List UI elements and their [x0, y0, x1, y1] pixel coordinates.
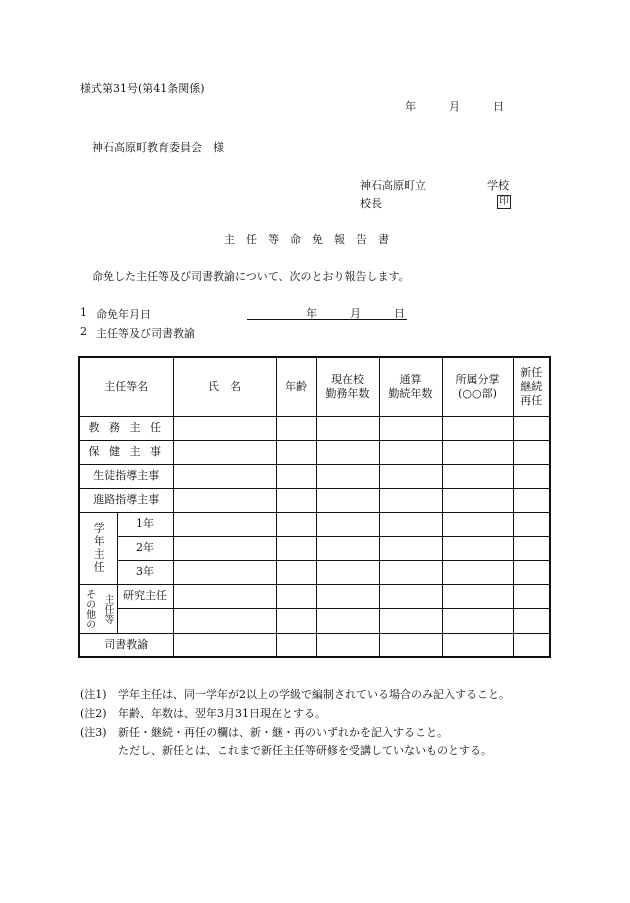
addressee: 神石高原町教育委員会 様 — [92, 141, 224, 154]
table-row — [79, 560, 550, 584]
cell-name[interactable] — [173, 488, 276, 512]
note-3-continued: ただし、新任とは、これまで新任主任等研修を受講していないものとする。 — [118, 744, 492, 757]
note-3: (注3) 新任・継続・再任の欄は、新・継・再のいずれかを記入すること。 — [80, 726, 448, 739]
cell-years-current[interactable] — [316, 609, 379, 634]
header-row — [79, 357, 550, 416]
cell-name[interactable] — [173, 440, 276, 464]
row-label-grade3: 3年 — [117, 560, 173, 584]
row-group-gakunen: 学年主任 — [79, 512, 117, 584]
table-row — [79, 633, 550, 657]
cell-division[interactable] — [442, 464, 513, 488]
cell-division[interactable] — [442, 440, 513, 464]
seal-mark: 印 — [499, 196, 509, 207]
table-row — [79, 440, 550, 464]
document-title: 主 任 等 命 免 報 告 書 — [224, 233, 389, 246]
cell-years-current[interactable] — [316, 512, 379, 536]
table-row — [79, 536, 550, 560]
table-row — [79, 609, 550, 634]
cell-name[interactable] — [173, 464, 276, 488]
school-label: 神石高原町立 — [360, 179, 426, 192]
cell-age[interactable] — [276, 560, 316, 584]
item2-number: 2 — [80, 325, 87, 338]
row-label-grade2: 2年 — [117, 536, 173, 560]
table-row — [79, 464, 550, 488]
intro-text: 命免した主任等及び司書教諭について、次のとおり報告します。 — [92, 270, 410, 283]
cell-years-total[interactable] — [379, 440, 442, 464]
cell-years-total[interactable] — [379, 464, 442, 488]
cell-other-position[interactable] — [117, 609, 173, 634]
cell-status[interactable] — [513, 609, 550, 634]
cell-age[interactable] — [276, 464, 316, 488]
cell-division[interactable] — [442, 609, 513, 634]
cell-years-current[interactable] — [316, 633, 379, 657]
cell-years-current[interactable] — [316, 464, 379, 488]
cell-years-total[interactable] — [379, 512, 442, 536]
cell-age[interactable] — [276, 416, 316, 440]
cell-name[interactable] — [173, 584, 276, 609]
row-label-grade1: 1年 — [117, 512, 173, 536]
cell-years-total[interactable] — [379, 536, 442, 560]
cell-years-current[interactable] — [316, 536, 379, 560]
cell-name[interactable] — [173, 416, 276, 440]
cell-years-total[interactable] — [379, 633, 442, 657]
cell-status[interactable] — [513, 488, 550, 512]
cell-name[interactable] — [173, 512, 276, 536]
cell-age[interactable] — [276, 584, 316, 609]
cell-division[interactable] — [442, 512, 513, 536]
item2-label: 主任等及び司書教諭 — [96, 327, 195, 340]
item1-label: 命免年月日 — [96, 308, 151, 321]
report-table — [78, 356, 551, 658]
cell-status[interactable] — [513, 440, 550, 464]
row-group-other: その他の 主任等 — [79, 584, 117, 633]
cell-division[interactable] — [442, 488, 513, 512]
cell-age[interactable] — [276, 609, 316, 634]
row-label-shinro: 進路指導主事 — [79, 488, 173, 512]
cell-division[interactable] — [442, 536, 513, 560]
principal-label: 校長 — [360, 197, 382, 210]
cell-years-total[interactable] — [379, 416, 442, 440]
header-position: 主任等名 — [79, 357, 173, 416]
header-status: 新任 継続 再任 — [513, 357, 550, 416]
row-label-seito: 生徒指導主事 — [79, 464, 173, 488]
cell-age[interactable] — [276, 536, 316, 560]
table-row — [79, 584, 550, 609]
cell-status[interactable] — [513, 464, 550, 488]
note-2: (注2) 年齢、年数は、翌年3月31日現在とする。 — [80, 707, 326, 720]
cell-status[interactable] — [513, 536, 550, 560]
cell-years-current[interactable] — [316, 488, 379, 512]
cell-years-total[interactable] — [379, 488, 442, 512]
cell-years-total[interactable] — [379, 584, 442, 609]
form-number: 様式第31号(第41条関係) — [80, 82, 205, 95]
header-division: 所属分掌 (○○部) — [442, 357, 513, 416]
table-row — [79, 488, 550, 512]
cell-division[interactable] — [442, 560, 513, 584]
cell-years-current[interactable] — [316, 584, 379, 609]
school-suffix: 学校 — [487, 179, 509, 192]
cell-name[interactable] — [173, 633, 276, 657]
row-label-hoken: 保 健 主 事 — [79, 440, 173, 464]
header-years-total: 通算 勤続年数 — [379, 357, 442, 416]
cell-status[interactable] — [513, 633, 550, 657]
item1-number: 1 — [80, 306, 87, 319]
cell-status[interactable] — [513, 584, 550, 609]
cell-years-total[interactable] — [379, 560, 442, 584]
row-label-kyomu: 教 務 主 任 — [79, 416, 173, 440]
item1-date: 年 月 日 — [306, 307, 405, 320]
cell-years-total[interactable] — [379, 609, 442, 634]
cell-age[interactable] — [276, 512, 316, 536]
cell-division[interactable] — [442, 633, 513, 657]
cell-status[interactable] — [513, 512, 550, 536]
cell-name[interactable] — [173, 560, 276, 584]
header-years-current: 現在校 勤務年数 — [316, 357, 379, 416]
cell-years-current[interactable] — [316, 440, 379, 464]
cell-division[interactable] — [442, 584, 513, 609]
table-row — [79, 512, 550, 536]
cell-years-current[interactable] — [316, 560, 379, 584]
cell-years-current[interactable] — [316, 416, 379, 440]
cell-division[interactable] — [442, 416, 513, 440]
cell-status[interactable] — [513, 560, 550, 584]
cell-status[interactable] — [513, 416, 550, 440]
header-name: 氏 名 — [173, 357, 276, 416]
date-line: 年 月 日 — [405, 100, 504, 113]
cell-name[interactable] — [173, 536, 276, 560]
table-row — [79, 416, 550, 440]
cell-name[interactable] — [173, 609, 276, 634]
row-label-shisho: 司書教諭 — [79, 633, 173, 657]
cell-age[interactable] — [276, 488, 316, 512]
cell-age[interactable] — [276, 633, 316, 657]
cell-age[interactable] — [276, 440, 316, 464]
row-label-kenkyu: 研究主任 — [117, 584, 173, 609]
header-age: 年齢 — [276, 357, 316, 416]
note-1: (注1) 学年主任は、同一学年が2以上の学級で編制されている場合のみ記入すること。 — [80, 688, 510, 701]
